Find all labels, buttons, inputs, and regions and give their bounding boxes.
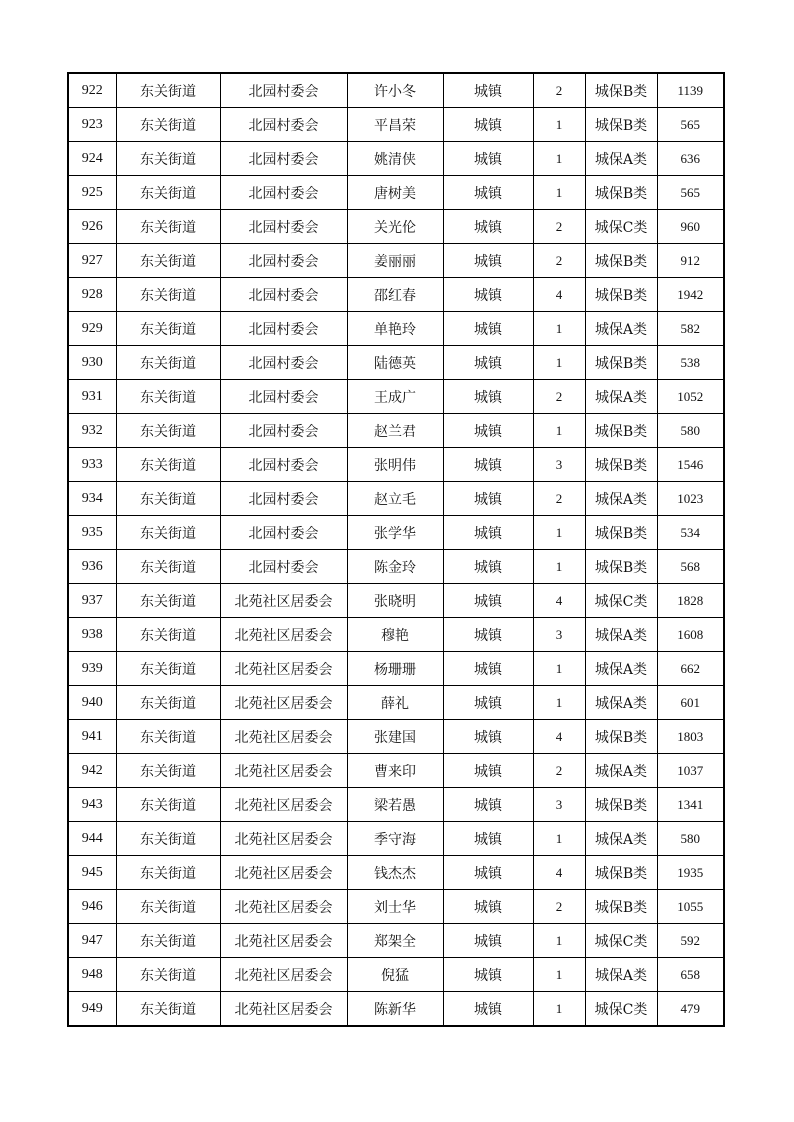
person-name-cell: 许小冬: [347, 73, 443, 108]
category-cell: 城保B类: [585, 788, 657, 822]
household-size-cell: 3: [533, 448, 585, 482]
row-number-cell: 926: [68, 210, 116, 244]
street-cell: 东关街道: [116, 822, 220, 856]
row-number-cell: 936: [68, 550, 116, 584]
area-type-cell: 城镇: [443, 312, 533, 346]
street-cell: 东关街道: [116, 210, 220, 244]
person-name-cell: 关光伦: [347, 210, 443, 244]
amount-cell: 568: [657, 550, 724, 584]
area-type-cell: 城镇: [443, 176, 533, 210]
household-size-cell: 1: [533, 312, 585, 346]
street-cell: 东关街道: [116, 448, 220, 482]
amount-cell: 1139: [657, 73, 724, 108]
row-number-cell: 938: [68, 618, 116, 652]
row-number-cell: 933: [68, 448, 116, 482]
row-number-cell: 922: [68, 73, 116, 108]
category-cell: 城保B类: [585, 550, 657, 584]
person-name-cell: 张晓明: [347, 584, 443, 618]
amount-cell: 479: [657, 992, 724, 1027]
table-row: [68, 992, 724, 1027]
street-cell: 东关街道: [116, 856, 220, 890]
category-cell: 城保A类: [585, 618, 657, 652]
street-cell: 东关街道: [116, 482, 220, 516]
row-number-cell: 949: [68, 992, 116, 1027]
table-row: [68, 856, 724, 890]
row-number-cell: 937: [68, 584, 116, 618]
committee-cell: 北苑社区居委会: [220, 856, 347, 890]
area-type-cell: 城镇: [443, 448, 533, 482]
amount-cell: 636: [657, 142, 724, 176]
person-name-cell: 陈新华: [347, 992, 443, 1027]
person-name-cell: 钱杰杰: [347, 856, 443, 890]
street-cell: 东关街道: [116, 992, 220, 1027]
table-row: [68, 686, 724, 720]
street-cell: 东关街道: [116, 142, 220, 176]
household-size-cell: 1: [533, 176, 585, 210]
household-size-cell: 2: [533, 73, 585, 108]
amount-cell: 1023: [657, 482, 724, 516]
table-row: [68, 516, 724, 550]
person-name-cell: 倪猛: [347, 958, 443, 992]
assistance-table: [67, 72, 725, 1027]
person-name-cell: 曹来印: [347, 754, 443, 788]
category-cell: 城保A类: [585, 380, 657, 414]
person-name-cell: 薛礼: [347, 686, 443, 720]
table-body: [68, 73, 724, 1026]
category-cell: 城保C类: [585, 210, 657, 244]
category-cell: 城保B类: [585, 176, 657, 210]
household-size-cell: 3: [533, 788, 585, 822]
category-cell: 城保B类: [585, 108, 657, 142]
table-row: [68, 550, 724, 584]
area-type-cell: 城镇: [443, 788, 533, 822]
area-type-cell: 城镇: [443, 482, 533, 516]
committee-cell: 北园村委会: [220, 516, 347, 550]
table-row: [68, 890, 724, 924]
street-cell: 东关街道: [116, 788, 220, 822]
category-cell: 城保B类: [585, 516, 657, 550]
person-name-cell: 唐树美: [347, 176, 443, 210]
household-size-cell: 4: [533, 856, 585, 890]
person-name-cell: 陆德英: [347, 346, 443, 380]
street-cell: 东关街道: [116, 244, 220, 278]
committee-cell: 北园村委会: [220, 380, 347, 414]
household-size-cell: 1: [533, 924, 585, 958]
person-name-cell: 季守海: [347, 822, 443, 856]
household-size-cell: 2: [533, 380, 585, 414]
row-number-cell: 925: [68, 176, 116, 210]
table-row: [68, 822, 724, 856]
area-type-cell: 城镇: [443, 380, 533, 414]
table-row: [68, 754, 724, 788]
person-name-cell: 赵立毛: [347, 482, 443, 516]
amount-cell: 580: [657, 822, 724, 856]
table-row: [68, 108, 724, 142]
row-number-cell: 928: [68, 278, 116, 312]
row-number-cell: 939: [68, 652, 116, 686]
person-name-cell: 王成广: [347, 380, 443, 414]
street-cell: 东关街道: [116, 346, 220, 380]
category-cell: 城保B类: [585, 856, 657, 890]
committee-cell: 北园村委会: [220, 482, 347, 516]
row-number-cell: 948: [68, 958, 116, 992]
area-type-cell: 城镇: [443, 992, 533, 1027]
area-type-cell: 城镇: [443, 108, 533, 142]
household-size-cell: 1: [533, 142, 585, 176]
street-cell: 东关街道: [116, 550, 220, 584]
row-number-cell: 934: [68, 482, 116, 516]
table-row: [68, 380, 724, 414]
category-cell: 城保B类: [585, 414, 657, 448]
table-row: [68, 210, 724, 244]
street-cell: 东关街道: [116, 958, 220, 992]
person-name-cell: 邵红春: [347, 278, 443, 312]
table-row: [68, 652, 724, 686]
row-number-cell: 940: [68, 686, 116, 720]
street-cell: 东关街道: [116, 618, 220, 652]
street-cell: 东关街道: [116, 890, 220, 924]
category-cell: 城保B类: [585, 73, 657, 108]
category-cell: 城保B类: [585, 346, 657, 380]
street-cell: 东关街道: [116, 652, 220, 686]
row-number-cell: 947: [68, 924, 116, 958]
area-type-cell: 城镇: [443, 686, 533, 720]
table-row: [68, 584, 724, 618]
area-type-cell: 城镇: [443, 414, 533, 448]
street-cell: 东关街道: [116, 380, 220, 414]
committee-cell: 北园村委会: [220, 414, 347, 448]
amount-cell: 580: [657, 414, 724, 448]
committee-cell: 北园村委会: [220, 108, 347, 142]
committee-cell: 北园村委会: [220, 346, 347, 380]
household-size-cell: 4: [533, 720, 585, 754]
committee-cell: 北苑社区居委会: [220, 652, 347, 686]
amount-cell: 538: [657, 346, 724, 380]
table-row: [68, 482, 724, 516]
row-number-cell: 941: [68, 720, 116, 754]
street-cell: 东关街道: [116, 720, 220, 754]
household-size-cell: 2: [533, 890, 585, 924]
street-cell: 东关街道: [116, 924, 220, 958]
committee-cell: 北苑社区居委会: [220, 822, 347, 856]
category-cell: 城保A类: [585, 482, 657, 516]
category-cell: 城保C类: [585, 992, 657, 1027]
table-row: [68, 414, 724, 448]
area-type-cell: 城镇: [443, 550, 533, 584]
person-name-cell: 刘士华: [347, 890, 443, 924]
committee-cell: 北苑社区居委会: [220, 618, 347, 652]
row-number-cell: 929: [68, 312, 116, 346]
amount-cell: 601: [657, 686, 724, 720]
street-cell: 东关街道: [116, 278, 220, 312]
committee-cell: 北苑社区居委会: [220, 992, 347, 1027]
area-type-cell: 城镇: [443, 618, 533, 652]
committee-cell: 北苑社区居委会: [220, 754, 347, 788]
household-size-cell: 2: [533, 482, 585, 516]
amount-cell: 1052: [657, 380, 724, 414]
area-type-cell: 城镇: [443, 958, 533, 992]
category-cell: 城保A类: [585, 686, 657, 720]
household-size-cell: 1: [533, 108, 585, 142]
committee-cell: 北园村委会: [220, 142, 347, 176]
committee-cell: 北苑社区居委会: [220, 584, 347, 618]
row-number-cell: 942: [68, 754, 116, 788]
committee-cell: 北苑社区居委会: [220, 788, 347, 822]
amount-cell: 1935: [657, 856, 724, 890]
area-type-cell: 城镇: [443, 346, 533, 380]
committee-cell: 北园村委会: [220, 244, 347, 278]
category-cell: 城保B类: [585, 890, 657, 924]
table-row: [68, 958, 724, 992]
household-size-cell: 1: [533, 346, 585, 380]
committee-cell: 北园村委会: [220, 278, 347, 312]
amount-cell: 1546: [657, 448, 724, 482]
amount-cell: 1608: [657, 618, 724, 652]
area-type-cell: 城镇: [443, 822, 533, 856]
category-cell: 城保A类: [585, 142, 657, 176]
amount-cell: 1037: [657, 754, 724, 788]
category-cell: 城保B类: [585, 278, 657, 312]
household-size-cell: 1: [533, 414, 585, 448]
amount-cell: 1942: [657, 278, 724, 312]
committee-cell: 北园村委会: [220, 73, 347, 108]
table-row: [68, 244, 724, 278]
amount-cell: 1055: [657, 890, 724, 924]
row-number-cell: 923: [68, 108, 116, 142]
committee-cell: 北苑社区居委会: [220, 924, 347, 958]
household-size-cell: 1: [533, 958, 585, 992]
row-number-cell: 927: [68, 244, 116, 278]
area-type-cell: 城镇: [443, 244, 533, 278]
area-type-cell: 城镇: [443, 73, 533, 108]
household-size-cell: 1: [533, 652, 585, 686]
amount-cell: 565: [657, 176, 724, 210]
household-size-cell: 1: [533, 516, 585, 550]
committee-cell: 北园村委会: [220, 210, 347, 244]
street-cell: 东关街道: [116, 754, 220, 788]
household-size-cell: 4: [533, 278, 585, 312]
row-number-cell: 932: [68, 414, 116, 448]
person-name-cell: 张明伟: [347, 448, 443, 482]
amount-cell: 1803: [657, 720, 724, 754]
row-number-cell: 924: [68, 142, 116, 176]
amount-cell: 592: [657, 924, 724, 958]
household-size-cell: 1: [533, 550, 585, 584]
street-cell: 东关街道: [116, 686, 220, 720]
street-cell: 东关街道: [116, 584, 220, 618]
person-name-cell: 杨珊珊: [347, 652, 443, 686]
person-name-cell: 郑架全: [347, 924, 443, 958]
amount-cell: 912: [657, 244, 724, 278]
amount-cell: 582: [657, 312, 724, 346]
person-name-cell: 梁若愚: [347, 788, 443, 822]
household-size-cell: 3: [533, 618, 585, 652]
person-name-cell: 张建国: [347, 720, 443, 754]
household-size-cell: 2: [533, 210, 585, 244]
person-name-cell: 单艳玲: [347, 312, 443, 346]
category-cell: 城保C类: [585, 924, 657, 958]
area-type-cell: 城镇: [443, 584, 533, 618]
committee-cell: 北园村委会: [220, 550, 347, 584]
person-name-cell: 姜丽丽: [347, 244, 443, 278]
household-size-cell: 2: [533, 244, 585, 278]
amount-cell: 960: [657, 210, 724, 244]
household-size-cell: 1: [533, 686, 585, 720]
table-row: [68, 176, 724, 210]
household-size-cell: 1: [533, 992, 585, 1027]
category-cell: 城保A类: [585, 958, 657, 992]
committee-cell: 北苑社区居委会: [220, 686, 347, 720]
committee-cell: 北园村委会: [220, 312, 347, 346]
table-row: [68, 346, 724, 380]
committee-cell: 北苑社区居委会: [220, 720, 347, 754]
street-cell: 东关街道: [116, 312, 220, 346]
area-type-cell: 城镇: [443, 754, 533, 788]
area-type-cell: 城镇: [443, 720, 533, 754]
table-row: [68, 448, 724, 482]
committee-cell: 北园村委会: [220, 176, 347, 210]
amount-cell: 658: [657, 958, 724, 992]
category-cell: 城保A类: [585, 312, 657, 346]
category-cell: 城保B类: [585, 720, 657, 754]
table-row: [68, 788, 724, 822]
street-cell: 东关街道: [116, 108, 220, 142]
person-name-cell: 陈金玲: [347, 550, 443, 584]
amount-cell: 1341: [657, 788, 724, 822]
committee-cell: 北苑社区居委会: [220, 890, 347, 924]
amount-cell: 662: [657, 652, 724, 686]
person-name-cell: 姚清侠: [347, 142, 443, 176]
table-row: [68, 720, 724, 754]
amount-cell: 565: [657, 108, 724, 142]
committee-cell: 北苑社区居委会: [220, 958, 347, 992]
row-number-cell: 946: [68, 890, 116, 924]
area-type-cell: 城镇: [443, 924, 533, 958]
area-type-cell: 城镇: [443, 856, 533, 890]
area-type-cell: 城镇: [443, 890, 533, 924]
street-cell: 东关街道: [116, 73, 220, 108]
area-type-cell: 城镇: [443, 142, 533, 176]
person-name-cell: 穆艳: [347, 618, 443, 652]
category-cell: 城保B类: [585, 244, 657, 278]
person-name-cell: 赵兰君: [347, 414, 443, 448]
category-cell: 城保C类: [585, 584, 657, 618]
table-row: [68, 142, 724, 176]
amount-cell: 534: [657, 516, 724, 550]
category-cell: 城保B类: [585, 448, 657, 482]
area-type-cell: 城镇: [443, 516, 533, 550]
household-size-cell: 2: [533, 754, 585, 788]
person-name-cell: 平昌荣: [347, 108, 443, 142]
table-row: [68, 73, 724, 108]
category-cell: 城保A类: [585, 754, 657, 788]
row-number-cell: 944: [68, 822, 116, 856]
amount-cell: 1828: [657, 584, 724, 618]
area-type-cell: 城镇: [443, 278, 533, 312]
row-number-cell: 943: [68, 788, 116, 822]
table-row: [68, 278, 724, 312]
table-row: [68, 924, 724, 958]
street-cell: 东关街道: [116, 176, 220, 210]
category-cell: 城保A类: [585, 822, 657, 856]
street-cell: 东关街道: [116, 414, 220, 448]
row-number-cell: 935: [68, 516, 116, 550]
row-number-cell: 930: [68, 346, 116, 380]
table-row: [68, 618, 724, 652]
row-number-cell: 945: [68, 856, 116, 890]
table-row: [68, 312, 724, 346]
row-number-cell: 931: [68, 380, 116, 414]
area-type-cell: 城镇: [443, 210, 533, 244]
person-name-cell: 张学华: [347, 516, 443, 550]
household-size-cell: 1: [533, 822, 585, 856]
household-size-cell: 4: [533, 584, 585, 618]
area-type-cell: 城镇: [443, 652, 533, 686]
committee-cell: 北园村委会: [220, 448, 347, 482]
category-cell: 城保A类: [585, 652, 657, 686]
street-cell: 东关街道: [116, 516, 220, 550]
